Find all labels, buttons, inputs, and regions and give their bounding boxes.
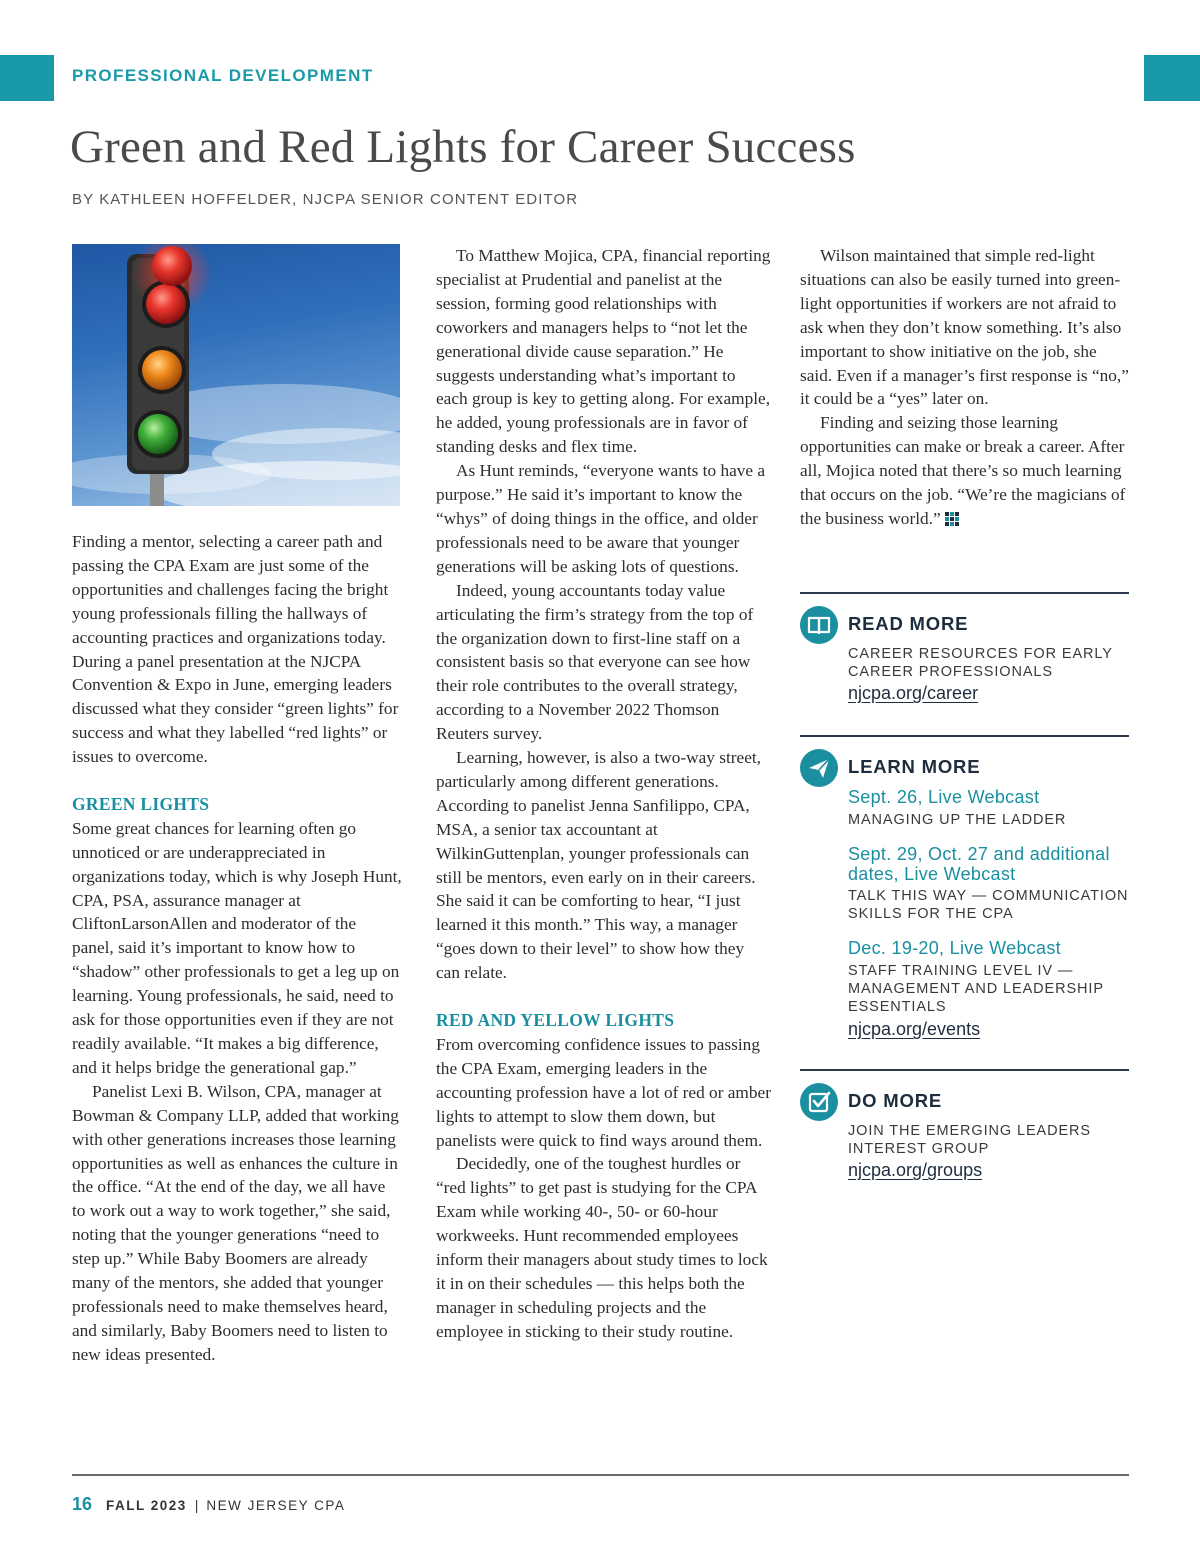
col3-paragraph-2 xyxy=(800,411,1130,531)
traffic-light-photo xyxy=(72,244,400,506)
col2-paragraph-1: To Matthew Mojica, CPA, financial reporting specialist at Prudential and panelist at the session, forming good relationships with coworkers and managers helps to “not let the generational divide cause separation.” He suggests understanding what’s important to each group is key to getting along. For example, he added, young professionals are in favor of standing desks and flex time. xyxy=(436,246,771,457)
events-link[interactable]: njcpa.org/events xyxy=(848,1019,981,1039)
article-column-1 xyxy=(72,244,402,1367)
green-lights-paragraph-2: Panelist Lexi B. Wilson, CPA, manager at Bowman & Company LLP, added that working with other generations increases those learning opportunities as well as enhances the culture in the office. “At the end of the day, we all have to work out a way to work together,” she said, noting that the younger generations “need to step up.” While Baby Boomers are already many of the mentors, she added that younger professionals need to make themselves heard, and similarly, Baby Boomers need to listen to new ideas presented. xyxy=(72,1081,399,1364)
end-mark-icon xyxy=(945,512,959,526)
do-more-box xyxy=(800,1069,1129,1186)
footer-rule xyxy=(72,1474,1129,1476)
green-lights-paragraph-1: Some great chances for learning often go unnoticed or are underappreciated in organizations today, which is why Joseph Hunt, CPA, PSA, assurance manager at CliftonLarsonAllen and moderator of the panel, said it’s important to know how to “shadow” other professionals to get a leg up on learning. Young professionals, he said, need to ask for those opportunities even if they are not readily available. “It makes a big difference, and it helps bridge the generational gap.” xyxy=(72,818,402,1077)
event-1-description: MANAGING UP THE LADDER xyxy=(848,812,1067,828)
checkbox-icon xyxy=(800,1083,838,1121)
left-accent-tab xyxy=(0,55,54,101)
byline: BY KATHLEEN HOFFELDER, NJCPA SENIOR CONTENT EDITOR xyxy=(72,191,579,208)
learn-more-title: LEARN MORE xyxy=(848,756,981,777)
intro-paragraph: Finding a mentor, selecting a career path and passing the CPA Exam are just some of the opportunities and challenges facing the bright young professionals filling the hallways of accounting practices and organizations today. During a panel presentation at the NJCPA Convention & Expo in June, emerging leaders discussed what they consider “green lights” for success and what they labelled “red lights” or issues to overcome. xyxy=(72,532,399,767)
col2-paragraph-2: As Hunt reminds, “everyone wants to have a purpose.” He said it’s important to know the “whys” of doing things in the office, and older professionals need to be aware that younger generations will be asking lots of questions. xyxy=(436,461,766,576)
page-number: 16 xyxy=(72,1494,93,1514)
green-lights-heading: GREEN LIGHTS xyxy=(72,793,210,814)
col3-paragraph-2-text: Finding and seizing those learning opportunities can make or break a career. After all, Mojica noted that there’s so much learning that occurs on the job. “We’re the magicians of the business world.” xyxy=(800,413,1126,528)
col3-paragraph-1: Wilson maintained that simple red-light situations can also be easily turned into green-light opportunities if workers are not afraid to ask when they don’t know something. It’s also important to show initiative on the job, she said. Even if a manager’s first response is “no,” it could be a “yes” later on. xyxy=(800,246,1129,409)
book-icon xyxy=(800,606,838,644)
col2-paragraph-4: Learning, however, is also a two-way street, particularly among different generations. According to panelist Jenna Sanfilippo, CPA, MSA, a senior tax accountant at WilkinGuttenplan, younger professionals can still be mentors, even early on in their careers. She said it can be comforting to hear, “I just learned it this month.” This way, a manager “goes down to their level” to show how they can relate. xyxy=(436,748,761,983)
event-3-date[interactable]: Dec. 19-20, Live Webcast xyxy=(848,938,1061,958)
do-more-title: DO MORE xyxy=(848,1090,942,1111)
article-column-2 xyxy=(436,244,771,1344)
do-more-description: JOIN THE EMERGING LEADERS INTEREST GROUP xyxy=(848,1123,1091,1157)
right-accent-tab xyxy=(1144,55,1200,101)
paper-plane-icon xyxy=(800,749,838,787)
magazine-name: NEW JERSEY CPA xyxy=(206,1498,346,1513)
read-more-title: READ MORE xyxy=(848,613,969,634)
article-title: Green and Red Lights for Career Success xyxy=(70,121,856,173)
col2-paragraph-3: Indeed, young accountants today value articulating the firm’s strategy from the top of the organization down to first-line staff on a consistent basis so that everyone can see how their role contributes to the overall strategy, according to a November 2022 Thomson Reuters survey. xyxy=(436,580,754,744)
event-2-date[interactable]: Sept. 29, Oct. 27 and additional dates, Live Webcast xyxy=(848,844,1110,884)
footer-separator: | xyxy=(194,1498,199,1513)
groups-link[interactable]: njcpa.org/groups xyxy=(848,1160,983,1180)
learn-more-box xyxy=(800,735,1129,1047)
read-more-box xyxy=(800,592,1129,709)
event-3-description: STAFF TRAINING LEVEL IV — MANAGEMENT AND LEADERSHIP ESSENTIALS xyxy=(848,963,1104,1015)
page-footer xyxy=(72,1494,345,1515)
event-1-date[interactable]: Sept. 26, Live Webcast xyxy=(848,787,1040,807)
read-more-description: CAREER RESOURCES FOR EARLY CAREER PROFESSIONALS xyxy=(848,646,1113,680)
article-column-3 xyxy=(800,244,1130,531)
red-yellow-lights-heading: RED AND YELLOW LIGHTS xyxy=(436,1009,675,1030)
issue-label: FALL 2023 xyxy=(106,1498,187,1513)
red-lights-paragraph-1: From overcoming confidence issues to passing the CPA Exam, emerging leaders in the accounting profession have a lot of red or amber lights to attempt to slow them down, but panelists were quick to find ways around them. xyxy=(436,1034,771,1150)
career-link[interactable]: njcpa.org/career xyxy=(848,683,979,703)
red-lights-paragraph-2: Decidedly, one of the toughest hurdles or “red lights” to get past is studying for the CPA Exam while working 40-, 50- or 60-hour workweeks. Hunt recommended employees inform their managers about study times to lock it in on their schedules — this helps both the manager in scheduling projects and the employee in sticking to their study routine. xyxy=(436,1154,768,1341)
section-label: PROFESSIONAL DEVELOPMENT xyxy=(72,66,374,85)
event-2-description: TALK THIS WAY — COMMUNICATION SKILLS FOR THE CPA xyxy=(848,888,1129,922)
